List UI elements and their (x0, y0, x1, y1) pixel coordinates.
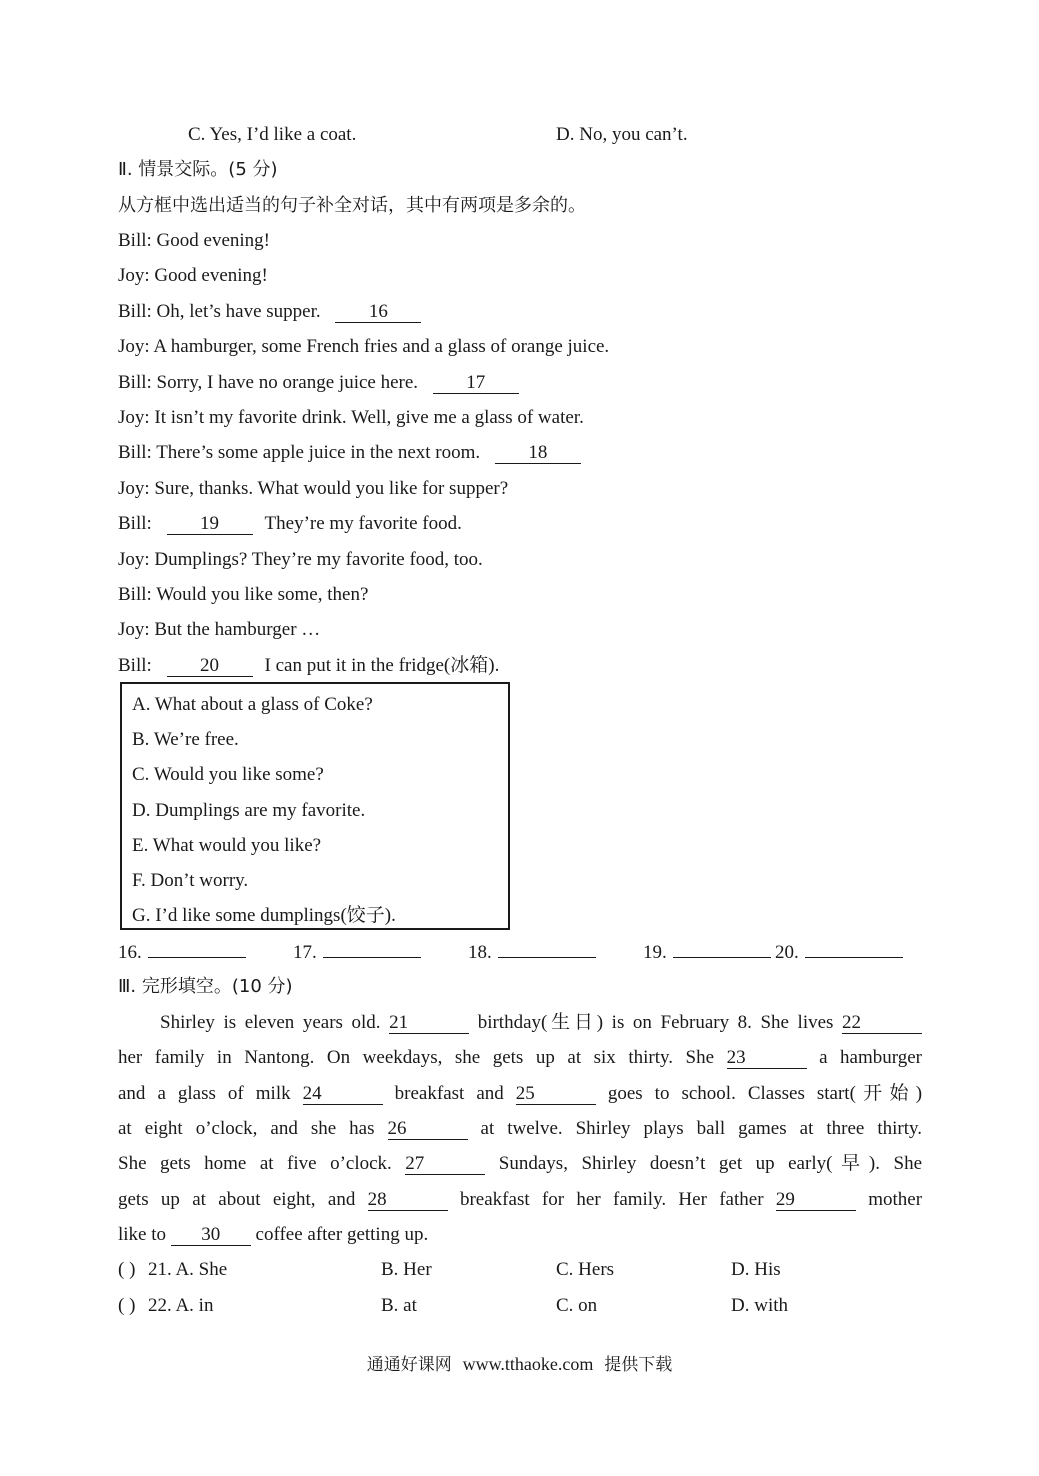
dialogue-text: Joy: Sure, thanks. What would you like for supper? (118, 477, 509, 499)
dialogue-line (118, 477, 508, 501)
cloze-blank-25[interactable]: 25 (516, 1084, 596, 1105)
dialogue-line (118, 654, 499, 678)
answer-number: 18. (468, 942, 492, 963)
footer-site: 通通好课网 (366, 1355, 452, 1375)
passage-text: gets up at about eight, and (118, 1188, 356, 1210)
answer-blank-line[interactable] (805, 939, 903, 958)
cloze-blank-30[interactable]: 30 (171, 1225, 251, 1246)
dialogue-text: Bill: Good evening! (118, 230, 270, 251)
passage-text: coffee after getting up. (255, 1223, 429, 1245)
box-option: E. What would you like? (132, 834, 322, 856)
cloze-blank-28[interactable]: 28 (368, 1190, 448, 1211)
answer-number: 16. (118, 942, 142, 963)
options-box (120, 682, 510, 930)
passage-line (118, 1152, 922, 1176)
dialogue-line (118, 300, 421, 324)
dialogue-line (118, 618, 320, 642)
box-option: B. We’re free. (132, 729, 239, 751)
answer-blank-20[interactable]: 20 (167, 656, 253, 677)
option-c-text: C. Yes, I’d like a coat. (188, 124, 357, 145)
answer-blank-19[interactable]: 19 (167, 514, 253, 535)
passage-text: breakfast for her family. Her father (459, 1188, 764, 1210)
answer-slot (293, 939, 421, 965)
question-paren[interactable]: ( ) (118, 1259, 136, 1280)
cloze-blank-29[interactable]: 29 (776, 1190, 856, 1211)
dialogue-text: Bill: Would you like some, then? (118, 584, 369, 605)
passage-text: mother (868, 1188, 923, 1210)
option-a: 22. A. in (148, 1294, 214, 1316)
passage-text: Shirley is eleven years old. (160, 1012, 381, 1033)
passage-line (118, 1223, 428, 1247)
footer-tail: 提供下载 (604, 1355, 673, 1375)
dialogue-line (118, 335, 609, 359)
passage-line (118, 1082, 922, 1106)
option-d: D. His (731, 1259, 781, 1280)
option-b: B. at (381, 1294, 417, 1316)
dialogue-line (118, 512, 462, 536)
passage-text: Sundays, Shirley doesn’t get up early(早). She (498, 1153, 922, 1175)
passage-line (118, 1046, 922, 1070)
box-option: D. Dumplings are my favorite. (132, 799, 366, 821)
dialogue-line (118, 548, 483, 572)
cloze-blank-22[interactable]: 22 (842, 1013, 922, 1034)
answer-slot (643, 939, 771, 965)
option-d-text: D. No, you can’t. (556, 124, 688, 145)
answer-blank-18[interactable]: 18 (495, 443, 581, 464)
dialogue-text: Joy: Dumplings? They’re my favorite food, too. (118, 548, 483, 570)
answer-blank-line[interactable] (673, 939, 771, 958)
option-a: 21. A. She (148, 1259, 228, 1280)
passage-text: like to (118, 1223, 167, 1245)
answer-number: 19. (643, 942, 667, 963)
cloze-blank-23[interactable]: 23 (727, 1048, 807, 1069)
answer-number: 17. (293, 942, 317, 963)
option-d: D. with (731, 1294, 788, 1316)
passage-line (118, 1188, 922, 1212)
option-c: C. on (556, 1294, 598, 1316)
answer-number: 20. (775, 942, 799, 963)
answer-blank-line[interactable] (323, 939, 421, 958)
dialogue-text: Joy: It isn’t my favorite drink. Well, give me a glass of water. (118, 407, 584, 428)
passage-text: birthday(生日) is on February 8. She lives (477, 1012, 834, 1033)
passage-text: breakfast and (394, 1082, 504, 1104)
footer-url[interactable]: www.tthaoke.com (462, 1354, 594, 1374)
dialogue-text: Bill: There’s some apple juice in the next room. (118, 442, 481, 464)
passage-text: She gets home at five o’clock. (118, 1153, 392, 1175)
answer-blank-line[interactable] (148, 939, 246, 958)
cloze-blank-21[interactable]: 21 (389, 1013, 469, 1034)
dialogue-text: Joy: Good evening! (118, 265, 268, 287)
box-option: C. Would you like some? (132, 764, 324, 786)
answer-blank-17[interactable]: 17 (433, 373, 519, 394)
dialogue-text: Bill: (118, 654, 152, 676)
passage-text: her family in Nantong. On weekdays, she gets up at six thirty. She (118, 1047, 715, 1069)
passage-text: a hamburger (819, 1047, 923, 1069)
answer-slot (468, 939, 596, 965)
passage-text: at eight o’clock, and she has (118, 1117, 375, 1139)
answer-blank-line[interactable] (498, 939, 596, 958)
passage-text: goes to school. Classes start(开始) (607, 1082, 923, 1104)
cloze-blank-27[interactable]: 27 (405, 1154, 485, 1175)
dialogue-text-after: I can put it in the fridge(冰箱). (264, 654, 500, 676)
cloze-blank-26[interactable]: 26 (388, 1119, 468, 1140)
dialogue-text: Bill: Oh, let’s have supper. (118, 300, 321, 322)
passage-line (118, 1117, 922, 1141)
answer-blank-16[interactable]: 16 (335, 302, 421, 323)
dialogue-text-after: They’re my favorite food. (264, 513, 462, 535)
dialogue-line (118, 583, 368, 607)
question-paren[interactable]: ( ) (118, 1294, 136, 1316)
passage-text: and a glass of milk (118, 1082, 291, 1104)
dialogue-text: Bill: Sorry, I have no orange juice here. (118, 371, 419, 393)
dialogue-text: Joy: But the hamburger … (118, 619, 321, 641)
passage-line (160, 1011, 922, 1035)
dialogue-line (118, 406, 584, 430)
dialogue-text: Joy: A hamburger, some French fries and a glass of orange juice. (118, 336, 610, 358)
answer-slot (775, 939, 903, 965)
dialogue-text: Bill: (118, 513, 152, 535)
option-c: C. Hers (556, 1259, 615, 1280)
dialogue-line (118, 264, 268, 288)
cloze-blank-24[interactable]: 24 (303, 1084, 383, 1105)
option-b: B. Her (381, 1259, 432, 1280)
section-2-heading: Ⅱ. 情景交际。(5 分) (118, 159, 278, 180)
section-3-heading: Ⅲ. 完形填空。(10 分) (118, 976, 293, 997)
box-option: G. I’d like some dumplings(饺子). (132, 905, 396, 927)
footer (0, 1350, 1039, 1375)
dialogue-line (118, 441, 581, 465)
dialogue-line (118, 371, 519, 395)
box-option: F. Don’t worry. (132, 870, 249, 891)
box-option: A. What about a glass of Coke? (132, 694, 373, 715)
answer-slot (118, 939, 246, 965)
passage-text: at twelve. Shirley plays ball games at three thirty. (480, 1117, 922, 1139)
section-2-instruction: 从方框中选出适当的句子补全对话，其中有两项是多余的。 (118, 195, 586, 216)
dialogue-line (118, 229, 270, 253)
